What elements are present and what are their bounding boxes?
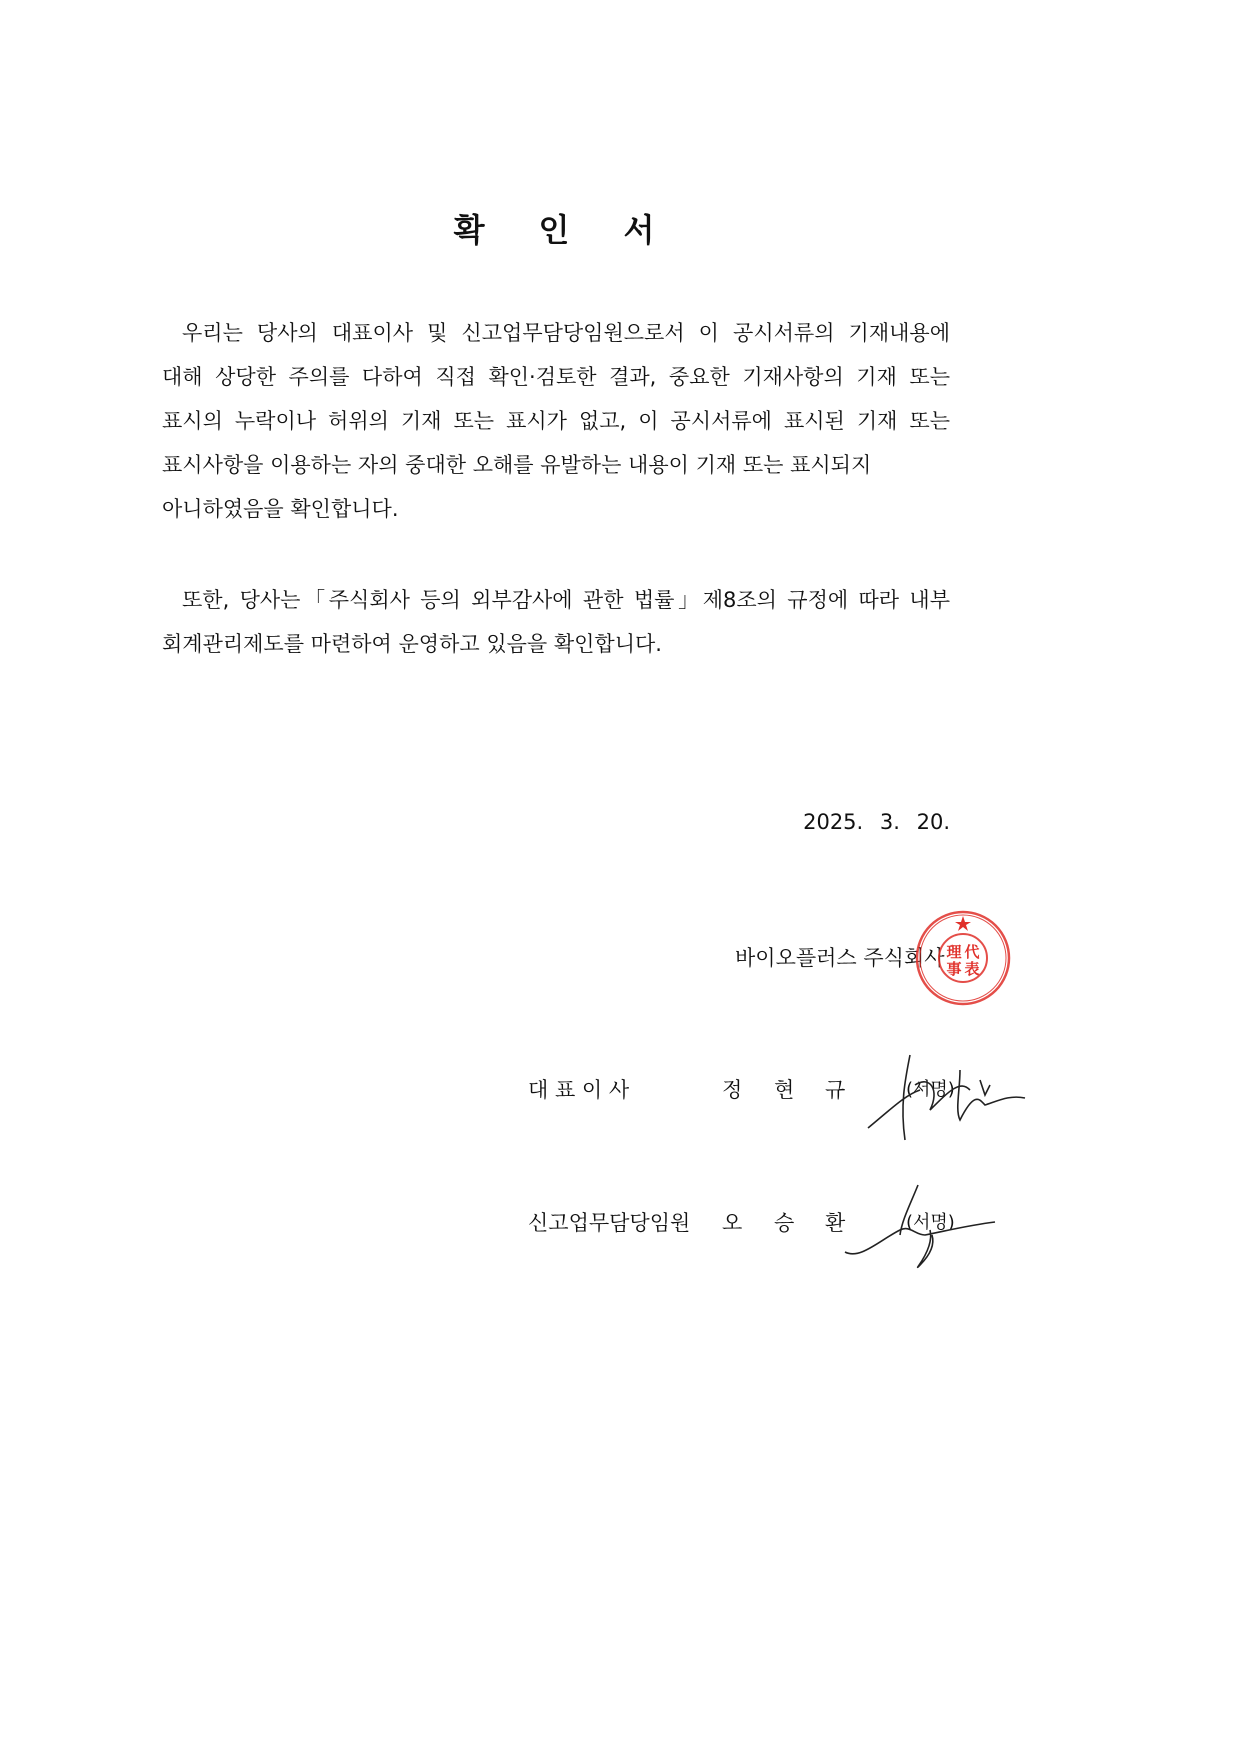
- signatory-role: 신고업무담당임원: [528, 1211, 691, 1235]
- paragraph-line: 또한, 당사는「주식회사 등의 외부감사에 관한 법률」제8조의 규정에 따라 내부: [182, 588, 950, 612]
- signatory-name-char: 현: [774, 1078, 795, 1102]
- svg-text:代: 代: [964, 943, 980, 961]
- title-char: 인: [538, 211, 572, 249]
- paragraph-line: 우리는 당사의 대표이사 및 신고업무담당임원으로서 이 공시서류의 기재내용에: [182, 321, 950, 345]
- signatory-name-char: 환: [825, 1211, 846, 1235]
- internal-control-paragraph: [162, 578, 950, 666]
- signatory-name-char: 오: [722, 1211, 743, 1235]
- confirmation-paragraph: [162, 311, 950, 531]
- officer-signature: [840, 1180, 1000, 1275]
- paragraph-line: 표시의 누락이나 허위의 기재 또는 표시가 없고, 이 공시서류에 표시된 기재 또는: [162, 409, 950, 433]
- document-date: 2025. 3. 20.: [803, 810, 950, 834]
- title-char: 확: [453, 211, 487, 249]
- signatory-name-char: 정: [722, 1078, 743, 1102]
- company-name: 바이오플러스 주식회사: [735, 946, 945, 970]
- paragraph-line: 대해 상당한 주의를 다하여 직접 확인·검토한 결과, 중요한 기재사항의 기재 또는: [162, 365, 950, 389]
- paragraph-line: 회계관리제도를 마련하여 운영하고 있음을 확인합니다.: [162, 632, 662, 656]
- paragraph-line: 아니하였음을 확인합니다.: [162, 497, 399, 521]
- signatory-name-char: 규: [825, 1078, 846, 1102]
- title-char: 서: [623, 211, 657, 249]
- signature-label: (서명): [906, 1212, 955, 1233]
- document-title: [0, 205, 1110, 251]
- signatory-name-char: 승: [774, 1211, 795, 1235]
- paragraph-line: 표시사항을 이용하는 자의 중대한 오해를 유발하는 내용이 기재 또는 표시되지: [162, 453, 872, 477]
- svg-text:事: 事: [946, 960, 962, 978]
- svg-text:表: 表: [964, 960, 980, 978]
- ceo-signature: [860, 1050, 1030, 1145]
- company-seal: [915, 910, 1011, 1006]
- signatory-role: 대 표 이 사: [528, 1078, 630, 1102]
- svg-text:理: 理: [946, 943, 962, 961]
- signature-label: (서명): [906, 1079, 955, 1100]
